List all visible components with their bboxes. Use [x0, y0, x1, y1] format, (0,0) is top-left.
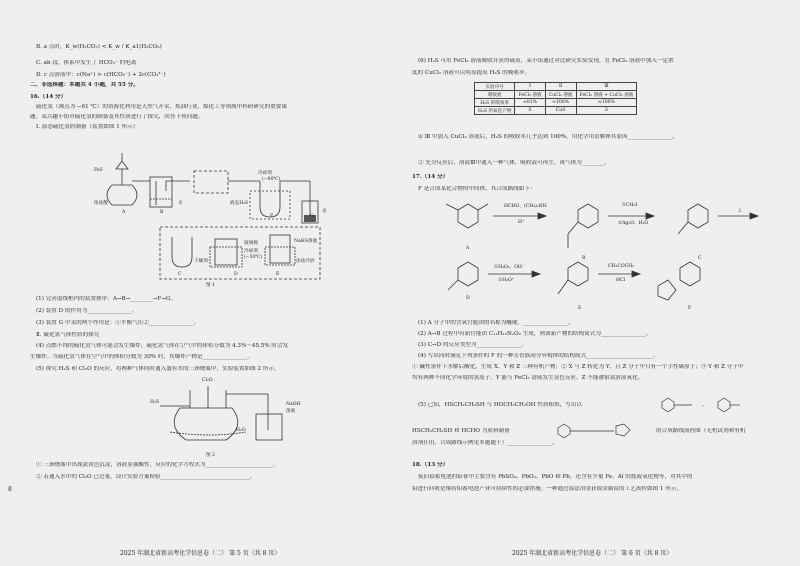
- table-cell: FeCl₃ 溶液: [515, 91, 545, 99]
- compound-f: F: [688, 306, 692, 311]
- reagent-acetone: CH₃COCH₃: [608, 264, 635, 269]
- q17-5-line3: 溶剂任用，合成路线示例见本题题干）________________。: [412, 440, 558, 446]
- q16-intro-2: 题。某兴趣小组对硫化氢的制备及其性质进行了探究，回答下列问题。: [30, 114, 204, 120]
- option-b: B. a 点时，K_w(H₂CO₃) < K_w / K_a1(H₂CO₃): [36, 44, 162, 50]
- table-header-cell: 实验序号: [475, 83, 515, 91]
- fig2-caption: 图 2: [206, 453, 215, 458]
- q16-4a: (4) 点燃不纯的硫化氢气体可能会发生爆炸，硫化氢气体在空气中的体积分数为 4.3%～45.5% 时会发: [36, 343, 289, 349]
- table-cell: H₂S 的吸收率: [475, 99, 515, 107]
- synthesis-scheme: [418, 194, 784, 314]
- fig1-label-water: 水: [178, 201, 183, 206]
- fig1-label-f: F: [270, 214, 274, 219]
- table-row: [475, 99, 637, 107]
- table-cell: S: [515, 107, 545, 115]
- fig1-label-desiccant: 干燥剂: [194, 259, 208, 264]
- compound-c: C: [698, 256, 702, 261]
- fig1-label-d: D: [234, 272, 238, 277]
- q16-2: (2) 装置 D 的作用为________________。: [36, 308, 138, 314]
- option-c: C. ab 段，体系中发生了 HCO₃⁻ 的电离: [36, 60, 137, 66]
- styrene-bromide-structure: [658, 396, 698, 412]
- piperidinone-structure: [712, 396, 752, 412]
- table-row: [475, 91, 637, 99]
- q17-4: (4) 写出同时满足下列条件的 F 的一种芳香族同分异构体的结构简式________________________。: [418, 353, 659, 359]
- q17-5-line2: HSCH₂CH₂SH 和 HCHO 为原料制备: [412, 428, 510, 434]
- q17-5-sep: 、: [702, 402, 708, 408]
- q16-4b: 生爆炸。当硫化氢气体在空气中的体积分数为 30% 时，其爆炸产物是________________。: [30, 354, 253, 360]
- table-cell: ≈100%: [545, 99, 576, 107]
- absorption-table: [474, 82, 637, 115]
- q18-intro-2: 铅进行回收是维持铅蓄电池产业可持续性的必要措施。一种通过湿法冶金获取金属铅的工艺流程如图 1 所示。: [412, 486, 683, 492]
- reagent-hcho: HCHO、(CH₃)₂NH: [504, 204, 547, 209]
- q16-1: (1) 完善虚线框内的装置排序：A→B→________→F→G。: [36, 296, 177, 302]
- table-header-cell: Ⅰ: [515, 83, 545, 91]
- q17-5-line1: (5) 已知，HSCH₂CH₂SH 与 HOCH₂CH₂OH 性质相似，写出以: [418, 402, 583, 408]
- q17-5-line2b: 的合成路线流程图（无机试剂和有机: [656, 428, 746, 434]
- target-structure: [554, 420, 650, 438]
- table-cell: 吸收液: [475, 91, 515, 99]
- fig1-caption: 图 1: [206, 283, 215, 288]
- table-cell: CuCl₂ 溶液: [545, 91, 576, 99]
- fig1-label-g: G: [310, 214, 314, 219]
- q16-5-1: ① 三颈烧瓶中出现淡黄色沉淀，溶液显强酸性，反应的化学方程式为________________________。: [36, 462, 279, 468]
- fig2-label-h2s: H₂S: [150, 400, 159, 405]
- q16-6-2: ② 充分反应后，溶液Ⅲ中通入一种气体，吸收液可再生，该气体为________。: [418, 160, 610, 166]
- table-cell: CuS: [545, 107, 576, 115]
- reagent-h2o2: ①H₂O₂、OH⁻: [494, 265, 525, 270]
- fig2-label-solution: 溶液: [286, 409, 296, 414]
- q17-1: (1) A 分子中的含氧官能团的名称为醚键、________________。: [418, 320, 574, 326]
- q17-heading: 17.（14 分）: [412, 174, 449, 180]
- q18-intro-1: 废旧铅蓄电池的铅膏中主要含有 PbSO₄、PbO₂、PbO 和 Pb，还含有少量 Fe、Al 的盐或氧化物等，对其中的: [418, 474, 693, 480]
- option-d: D. c 点溶液中：c(Na⁺) > c(HCO₃⁻) + 2c(CO₃²⁻): [36, 72, 166, 78]
- section-heading: 二、非选择题：本题共 4 小题，共 55 分。: [30, 82, 139, 88]
- left-footer: 2025 年湖北省新高考化学信息卷（二） 第 5 页（共 8 页）: [120, 550, 281, 557]
- q16-6-1: ① Ⅲ 中加入 CuCl₂ 溶液后，H₂S 的吸收率几乎达到 100%，用化学用语解释其原因________________。: [418, 134, 678, 140]
- left-page: [8, 0, 402, 566]
- table-header-cell: Ⅱ: [545, 83, 576, 91]
- q18-heading: 18.（13 分）: [412, 462, 449, 468]
- fig2-label-h2o: H₂O: [236, 428, 246, 433]
- fig1-label-coolant2: 冷却剂: [244, 249, 258, 254]
- figure-2-apparatus: [150, 380, 310, 450]
- fig1-label-acid: 浓盐酸: [94, 201, 108, 206]
- reagent-h-plus: H⁺: [518, 220, 525, 225]
- reagent-heat: △: [738, 208, 742, 213]
- reagent-ch3i: ①CH₃I: [622, 203, 638, 208]
- table-cell: ≈81%: [515, 99, 545, 107]
- fig1-label-mercury: 汞: [322, 209, 327, 214]
- compound-b: B: [582, 256, 586, 261]
- compound-d: D: [466, 296, 470, 301]
- fig1-label-fes: FeS: [94, 168, 103, 173]
- fig1-label-b: B: [160, 210, 164, 215]
- right-page: [412, 0, 784, 566]
- compound-a: A: [466, 246, 470, 251]
- fig1-label-glasswool: 玻璃棉: [244, 241, 258, 246]
- fig1-label-a: A: [122, 210, 126, 215]
- figure-1-apparatus: [90, 135, 355, 285]
- q16-3: (3) 装置 G 中汞的两个作用是：①平衡气压②________________。: [36, 320, 200, 326]
- q17-2: (2) A→B 过程中有新官能团 C₁₁H₁₅N₁O₂ 生成，则该新产物的结构简式为________________。: [418, 331, 652, 337]
- q17-intro: F 是合成某化合物的中间体，其合成路线如下：: [418, 186, 536, 192]
- q16-intro-1: 硫化氢（沸点为 −61 ℃）的资源化利用是天然气开采、炼油行业、煤化工等领域中科研研究的重要课: [36, 104, 287, 110]
- q16-heading: 16.（14 分）: [30, 94, 67, 100]
- table-header-row: [475, 83, 637, 91]
- q17-4-cond2: 均有两种不同化学环境的氢原子，Y 能与 FeCl₃ 溶液发生显色反应，Z 不能被银氨溶液氧化。: [412, 375, 644, 381]
- table-cell: ≈100%: [576, 99, 637, 107]
- margin-mark: 8: [8, 486, 12, 493]
- compound-e: E: [578, 306, 582, 311]
- q16-part2-title: Ⅱ. 硫化氢气体性质的探究: [36, 332, 100, 338]
- table-cell: H₂S 的氧化产物: [475, 107, 515, 115]
- table-header-cell: Ⅲ: [576, 83, 637, 91]
- fig1-label-e: E: [276, 272, 280, 277]
- fig1-label-coolant: 冷却剂: [258, 171, 272, 176]
- fig1-label-liquid-h2s: 液态H₂S: [230, 201, 249, 206]
- q16-part1-title: Ⅰ. 液态硫化氢的制备（装置如图 1 所示）: [36, 124, 139, 130]
- fig1-label-nahs: NaHS溶液: [294, 239, 318, 244]
- fig1-label-temp50: (−50℃): [244, 255, 263, 260]
- table-cell: FeCl₃ 溶液 + CuCl₂ 溶液: [576, 91, 637, 99]
- right-footer: 2025 年湖北省新高考化学信息卷（二） 第 6 页（共 8 页）: [512, 550, 673, 557]
- q17-3: (3) C→D 的反应类型为________________。: [418, 342, 527, 348]
- reagent-ag2o: ②Ag₂O、H₂O: [618, 221, 649, 226]
- fig1-label-c: C: [178, 272, 182, 277]
- q16-5: (5) 探究 H₂S 和 Cl₂O 的反应，将两种气体同时通入盛有水的三颈烧瓶中，实验装置如图 2 所示。: [36, 366, 280, 372]
- fig1-label-icebath: 冰盐冷浴: [296, 259, 315, 264]
- reagent-hcl: HCl: [616, 278, 625, 283]
- table-cell: S: [576, 107, 637, 115]
- fig1-label-temp80: (−80℃): [262, 177, 281, 182]
- table-row: [475, 107, 637, 115]
- fig2-label-cl2o: Cl₂O: [202, 378, 213, 383]
- q16-6b: 度的 CuCl₂ 溶液可以明显提高 H₂S 的吸收率。: [412, 70, 531, 76]
- q16-6a: (6) H₂S 可用 FeCl₃ 溶液吸收并获得硫黄，某小组通过对比研究实验发现，在 FeCl₃ 溶液中加入一定浓: [418, 58, 674, 64]
- q17-4-cond1: ① 碱性条件下水解后酸化，生成 X、Y 和 Z 三种有机产物；② X 与 Z 转化为 Y，且 Z 分子中只有一个手性碳原子；③ Y 和 Z 分子中: [412, 364, 744, 370]
- reagent-h3o: ②H₃O⁺: [498, 278, 515, 283]
- q16-5-2: ② 若通入水中的 Cl₂O 已过量，设计实验方案检验________________________________。: [36, 474, 256, 480]
- fig2-label-naoh: NaOH: [286, 402, 301, 407]
